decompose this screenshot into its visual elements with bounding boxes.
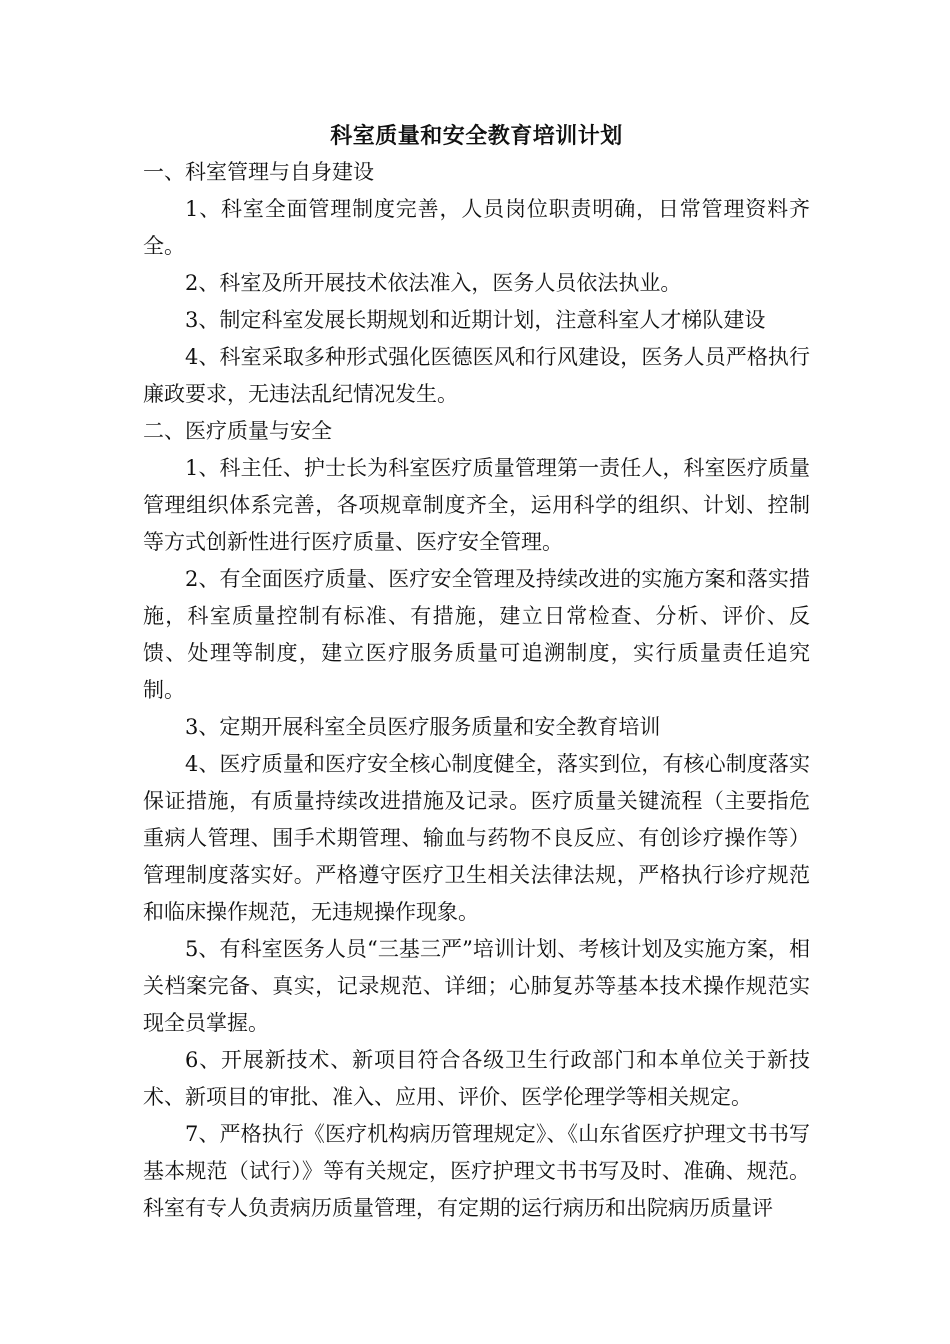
paragraph-management-3: 3、制定科室发展长期规划和近期计划，注意科室人才梯队建设 <box>185 308 766 332</box>
paragraph-quality-4: 4、医疗质量和医疗安全核心制度健全，落实到位，有核心制度落实保证措施，有质量持续改进措施及记录。医疗质量关键流程（主要指危重病人管理、围手术期管理、输血与药物不良反应、有创诊疗操作等）管理制度落实好。严格遵守医疗卫生相关法律法规，严格执行诊疗规范和临床操作规范，无违规操作现象。 <box>143 752 810 924</box>
paragraph-quality-5: 5、有科室医务人员“三基三严”培训计划、考核计划及实施方案，相关档案完备、真实，记录规范、详细；心肺复苏等基本技术操作规范实现全员掌握。 <box>143 937 810 1035</box>
paragraph-management-4: 4、科室采取多种形式强化医德医风和行风建设，医务人员严格执行廉政要求，无违法乱纪情况发生。 <box>143 345 810 406</box>
paragraph-quality-1: 1、科主任、护士长为科室医疗质量管理第一责任人，科室医疗质量管理组织体系完善，各项规章制度齐全，运用科学的组织、计划、控制等方式创新性进行医疗质量、医疗安全管理。 <box>143 456 810 554</box>
paragraph-quality-7: 7、严格执行《医疗机构病历管理规定》、《山东省医疗护理文书书写基本规范（试行）》等有关规定，医疗护理文书书写及时、准确、规范。科室有专人负责病历质量管理，有定期的运行病历和出院病历质量评 <box>143 1122 810 1220</box>
section-heading-quality-safety: 二、医疗质量与安全 <box>143 419 332 443</box>
document-content <box>143 118 810 1227</box>
paragraph-management-2: 2、科室及所开展技术依法准入，医务人员依法执业。 <box>185 271 682 295</box>
paragraph-management-1: 1、科室全面管理制度完善，人员岗位职责明确，日常管理资料齐全。 <box>143 197 810 258</box>
section-heading-management: 一、科室管理与自身建设 <box>143 160 374 184</box>
paragraph-quality-3: 3、定期开展科室全员医疗服务质量和安全教育培训 <box>185 715 661 739</box>
paragraph-quality-6: 6、开展新技术、新项目符合各级卫生行政部门和本单位关于新技术、新项目的审批、准入、应用、评价、医学伦理学等相关规定。 <box>143 1048 810 1109</box>
document-title: 科室质量和安全教育培训计划 <box>330 123 623 149</box>
paragraph-quality-2: 2、有全面医疗质量、医疗安全管理及持续改进的实施方案和落实措施，科室质量控制有标准、有措施，建立日常检查、分析、评价、反馈、处理等制度，建立医疗服务质量可追溯制度，实行质量责任追究制。 <box>143 567 810 702</box>
